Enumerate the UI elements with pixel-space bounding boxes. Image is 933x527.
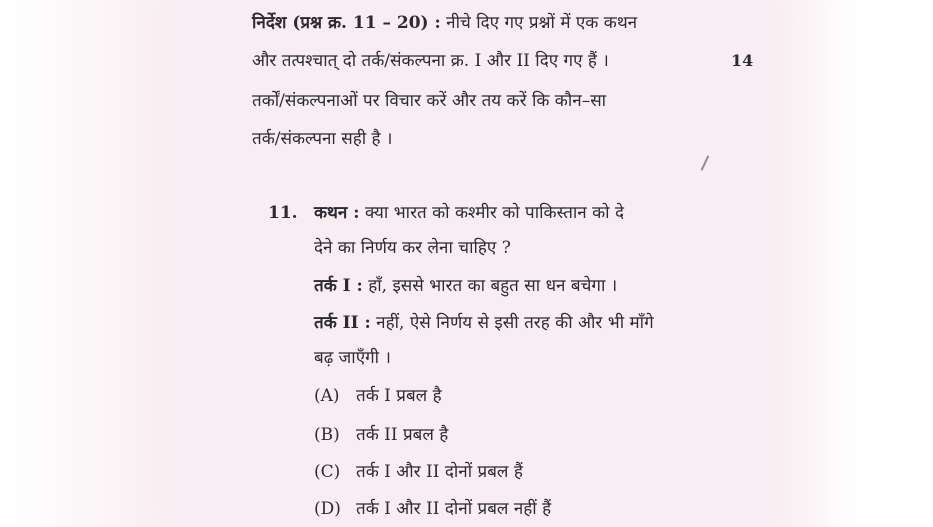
option-a[interactable] <box>314 381 442 411</box>
statement-text-1: क्या भारत को कश्मीर को पाकिस्तान को दे <box>359 203 625 223</box>
option-b-letter: (B) <box>314 425 340 445</box>
paper-sheet <box>178 0 768 527</box>
option-b[interactable] <box>314 420 448 450</box>
option-d-text: तर्क I और II दोनों प्रबल नहीं हैं <box>356 499 552 519</box>
option-d[interactable] <box>314 494 551 524</box>
direction-line-1 <box>252 8 637 38</box>
argument-2-text-1: नहीं, ऐसे निर्णय से इसी तरह की और भी माँगे <box>370 313 654 333</box>
option-c[interactable] <box>314 457 523 487</box>
option-d-letter: (D) <box>314 499 341 519</box>
question-statement-line-2: देने का निर्णय कर लेना चाहिए ? <box>314 238 511 258</box>
argument-1 <box>314 271 617 301</box>
argument-1-text: हाँ, इससे भारत का बहुत सा धन बचेगा । <box>362 276 618 296</box>
option-b-text: तर्क II प्रबल है <box>356 425 449 445</box>
argument-2-line-1 <box>314 308 654 338</box>
argument-2-label: तर्क II : <box>314 313 371 333</box>
option-a-text: तर्क I प्रबल है <box>356 386 442 406</box>
option-c-text: तर्क I और II दोनों प्रबल हैं <box>356 462 523 482</box>
direction-line-2: और तत्पश्चात् दो तर्क/संकल्पना क्र. I और II दिए गए हैं । <box>252 51 609 71</box>
statement-label: कथन : <box>314 203 360 223</box>
option-a-letter: (A) <box>314 386 340 406</box>
question-statement-line-1 <box>314 198 624 228</box>
direction-line-4: तर्क/संकल्पना सही है । <box>252 129 393 149</box>
argument-2-line-2: बढ़ जाएँगी । <box>314 348 391 368</box>
direction-line-3: तर्कों/संकल्पनाओं पर विचार करें और तय करें कि कौन–सा <box>252 91 607 111</box>
argument-1-label: तर्क I : <box>314 276 363 296</box>
page-number: 14 <box>731 51 754 70</box>
question-number: 11. <box>268 203 298 223</box>
direction-text-1: नीचे दिए गए प्रश्नों में एक कथन <box>440 13 638 33</box>
option-c-letter: (C) <box>314 462 341 482</box>
direction-label: निर्देश (प्रश्न क्र. 11 – 20) : <box>252 13 441 33</box>
